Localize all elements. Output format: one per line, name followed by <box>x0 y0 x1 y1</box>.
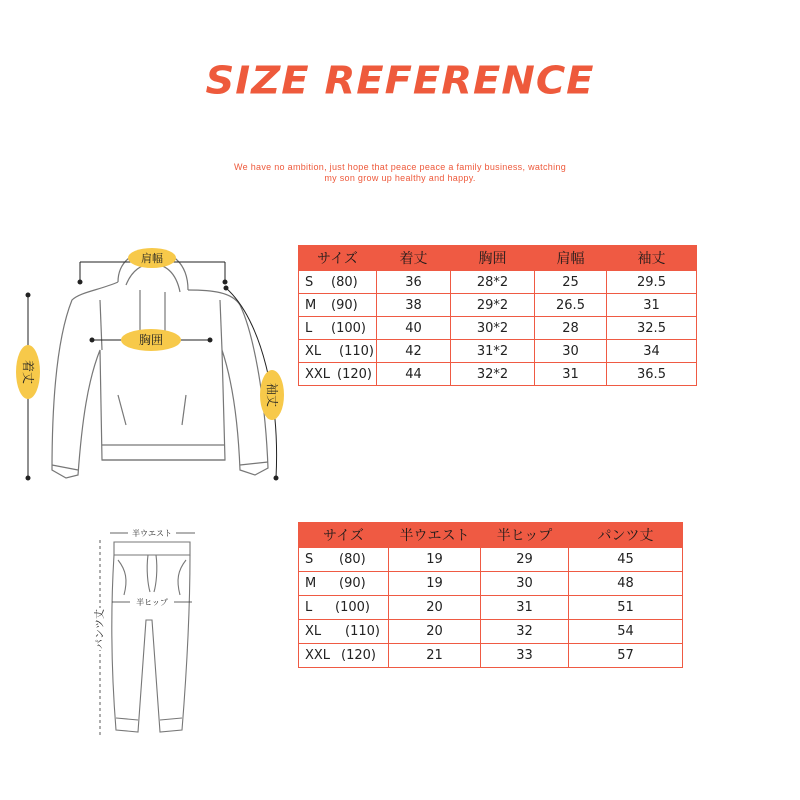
chest-cell: 30*2 <box>451 317 535 340</box>
size-code: (80) <box>339 552 366 567</box>
size-code: (120) <box>341 648 376 663</box>
shoulder-cell: 30 <box>535 340 607 363</box>
pants-length-measure-line <box>92 540 108 738</box>
table-row <box>299 317 697 340</box>
header-size: サイズ <box>299 523 389 548</box>
waist-measure-line <box>110 527 195 538</box>
size-code: (120) <box>337 366 372 382</box>
size-code: (90) <box>331 297 358 313</box>
subtitle-line-1: We have no ambition, just hope that peace peace a family business, watching <box>233 162 567 172</box>
pants-length-cell: 57 <box>569 644 683 668</box>
chest-cell: 29*2 <box>451 294 535 317</box>
size-cell <box>299 317 377 340</box>
size-code: (90) <box>339 576 366 591</box>
pants-length-cell: 54 <box>569 620 683 644</box>
pants-length-cell: 45 <box>569 548 683 572</box>
header-length: 着丈 <box>377 246 451 271</box>
sleeve-cell: 32.5 <box>607 317 697 340</box>
table-row <box>299 548 683 572</box>
size-letter: S <box>305 274 314 290</box>
size-cell <box>299 548 389 572</box>
header-shoulder: 肩幅 <box>535 246 607 271</box>
header-pants-length: パンツ丈 <box>569 523 683 548</box>
pants-length-label: パンツ丈 <box>95 609 106 649</box>
chest-cell: 31*2 <box>451 340 535 363</box>
chest-cell: 28*2 <box>451 271 535 294</box>
length-cell: 42 <box>377 340 451 363</box>
size-code: (100) <box>331 320 366 336</box>
shoulder-label: 肩幅 <box>141 252 163 265</box>
hip-label: 半ヒップ <box>136 598 168 607</box>
shoulder-cell: 28 <box>535 317 607 340</box>
chest-label: 胸囲 <box>138 333 164 347</box>
pants-length-cell: 48 <box>569 572 683 596</box>
shoulder-cell: 26.5 <box>535 294 607 317</box>
size-code: (110) <box>345 624 380 639</box>
size-letter: XXL <box>305 366 331 382</box>
half-waist-cell: 19 <box>389 572 481 596</box>
half-hip-cell: 33 <box>481 644 569 668</box>
half-waist-cell: 21 <box>389 644 481 668</box>
length-cell: 38 <box>377 294 451 317</box>
table-row <box>299 363 697 386</box>
length-cell: 40 <box>377 317 451 340</box>
header-sleeve: 袖丈 <box>607 246 697 271</box>
size-cell <box>299 271 377 294</box>
size-cell <box>299 294 377 317</box>
half-waist-cell: 20 <box>389 596 481 620</box>
size-letter: M <box>305 576 317 591</box>
size-letter: L <box>305 320 313 336</box>
subtitle-line-2: my son grow up healthy and happy. <box>324 173 476 183</box>
size-cell <box>299 644 389 668</box>
table-header-row <box>299 523 683 548</box>
pants-drawing <box>112 542 190 732</box>
shoulder-cell: 31 <box>535 363 607 386</box>
table-row <box>299 340 697 363</box>
half-hip-cell: 30 <box>481 572 569 596</box>
size-cell <box>299 596 389 620</box>
size-code: (80) <box>331 274 358 290</box>
half-waist-cell: 20 <box>389 620 481 644</box>
size-letter: XL <box>305 624 322 639</box>
table-row <box>299 294 697 317</box>
length-cell: 36 <box>377 271 451 294</box>
half-hip-cell: 31 <box>481 596 569 620</box>
header-chest: 胸囲 <box>451 246 535 271</box>
header-half-hip: 半ヒップ <box>481 523 569 548</box>
header-half-waist: 半ウエスト <box>389 523 481 548</box>
size-cell <box>299 363 377 386</box>
table-header-row <box>299 246 697 271</box>
size-letter: L <box>305 600 313 615</box>
size-code: (100) <box>335 600 370 615</box>
shoulder-cell: 25 <box>535 271 607 294</box>
size-code: (110) <box>339 343 374 359</box>
length-label: 着丈 <box>21 359 35 385</box>
hoodie-size-table <box>298 245 697 386</box>
hip-measure-line <box>112 596 192 607</box>
half-hip-cell: 29 <box>481 548 569 572</box>
pants-length-cell: 51 <box>569 596 683 620</box>
chest-cell: 32*2 <box>451 363 535 386</box>
page-title: SIZE REFERENCE <box>205 59 595 103</box>
size-cell <box>299 572 389 596</box>
sleeve-cell: 34 <box>607 340 697 363</box>
sleeve-cell: 29.5 <box>607 271 697 294</box>
size-letter: XXL <box>305 648 331 663</box>
size-letter: M <box>305 297 317 313</box>
table-row <box>299 572 683 596</box>
size-cell <box>299 340 377 363</box>
pants-size-table <box>298 522 683 668</box>
waist-label: 半ウエスト <box>132 529 172 538</box>
length-cell: 44 <box>377 363 451 386</box>
table-row <box>299 596 683 620</box>
size-letter: XL <box>305 343 322 359</box>
header-size: サイズ <box>299 246 377 271</box>
sleeve-cell: 31 <box>607 294 697 317</box>
sleeve-cell: 36.5 <box>607 363 697 386</box>
half-hip-cell: 32 <box>481 620 569 644</box>
table-row <box>299 644 683 668</box>
table-row <box>299 620 683 644</box>
size-letter: S <box>305 552 314 567</box>
sleeve-label: 袖丈 <box>265 382 279 408</box>
half-waist-cell: 19 <box>389 548 481 572</box>
size-cell <box>299 620 389 644</box>
table-row <box>299 271 697 294</box>
